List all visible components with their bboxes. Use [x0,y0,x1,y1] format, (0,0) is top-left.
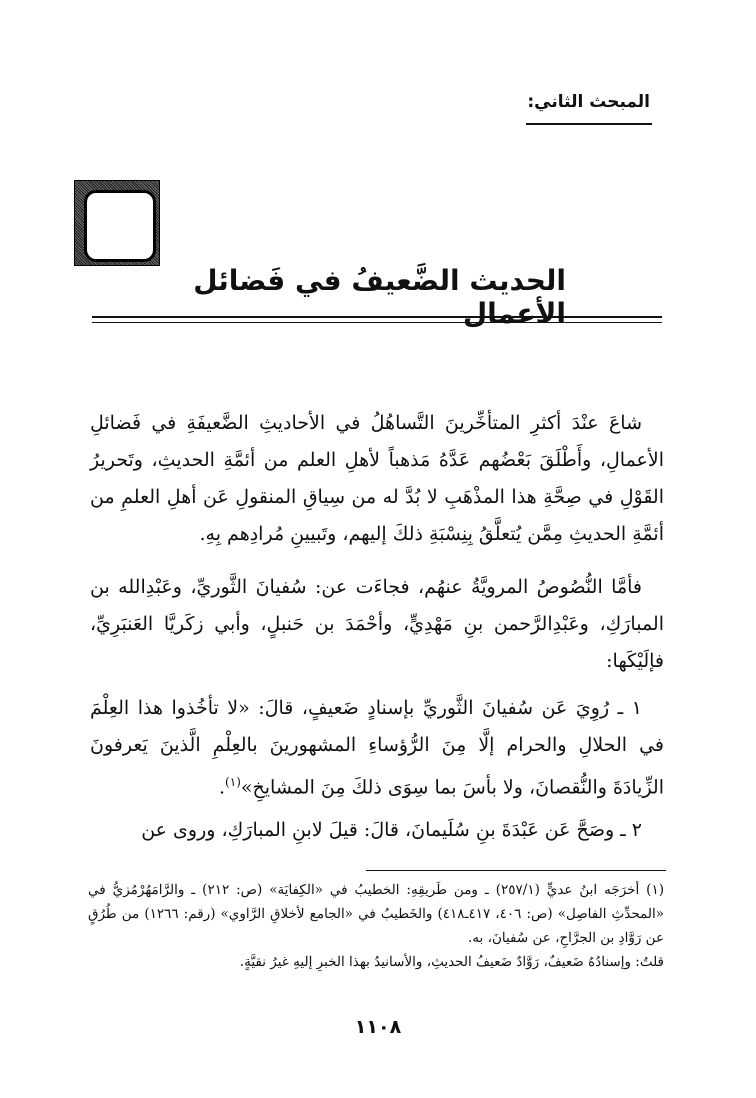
footnote-1-comment: قلتُ: وإسنادُهُ ضَعيفٌ، رَوَّادٌ ضَعيفُ الحديثِ، والأسانيدُ بهذا الخبرِ إليهِ غيرُ نقيَّةٍ. [239,954,664,970]
page-number: ١١٠٨ [354,1016,402,1038]
running-head: المبحث الثاني: [527,92,650,112]
footnotes [88,878,664,974]
paragraph-item-1-text: ١ ـ رُوِيَ عَن سُفيانَ الثَّوريِّ بإسنادٍ ضَعيفٍ، قالَ: «لا تأخُذوا هذا العِلْمَ في الحلالِ والحرام إلَّا مِنَ الرُّؤساءِ المشهورينَ بالعِلْمِ الَّذينَ يَعرفونَ الزِّيادَةَ والنُّقصانَ، ولا بأسَ بما سِوَى ذلكَ مِنَ المشايخِ» [90,697,664,799]
paragraph-intro: شاعَ عنْدَ أكثرِ المتأخِّرينَ التَّساهُلُ في الأحاديثِ الضَّعيفَةِ في فَضائلِ الأعمالِ، وأَطْلَقَ بَعْضُهم عَدَّهُ مَذهباً لأهلِ العلم من أئمَّةِ الحديثِ، وتَحريرُ القَوْلِ في صِحَّةِ هذا المذْهَبِ لا بُدَّ له من سِياقِ المنقولِ عَن أهلِ العلمِ من أئمَّةِ الحديثِ مِمَّن يُتعلَّقُ بِنِسْبَةِ ذلكَ إليهم، وتَبيينِ مُرادِهم بِهِ. [90,412,664,545]
paragraph-sources: فأمَّا النُّصُوصُ المرويَّةُ عنهُم، فجاءَت عن: سُفيانَ الثَّوريِّ، وعَبْدِالله بن المبارَكِ، وعَبْدِالرَّحمن بنِ مَهْدِيٍّ، وأحْمَدَ بن حَنبلٍ، وأبي زكَريَّا العَنبَرِيِّ، فإلَيْكَها: [90,576,664,672]
chapter-title: الحديث الضَّعيفُ في فَضائل الأعمال [193,264,566,330]
title-rule [92,316,662,318]
running-head-underline [526,123,652,125]
footnote-1: (١) أخرَجَه ابنُ عديٍّ (٢٥٧/١) ـ ومن طَريقِهِ: الخطيبُ في «الكِفايَة» (ص: ٢١٢) ـ والرَّامَهُرْمُزيُّ في «المحدِّثِ الفاصِل» (ص: ٤٠٦، ٤١٧ـ٤١٨) والخَطيبُ في «الجامع لأخلاقِ الرَّاوي» (رقم: ١٢٦٦) من طُرُقٍ عن رَوَّادِ بن الجرَّاحِ، عن سُفيانَ، به. [88,882,664,946]
footnote-marker: (١) [225,775,241,789]
paragraph-item-1: ١ ـ رُوِيَ عَن سُفيانَ الثَّوريِّ بإسنادٍ ضَعيفٍ، قالَ: «لا تأخُذوا هذا العِلْمَ في الحلالِ والحرام إلَّا مِنَ الرُّؤساءِ المشهورينَ بالعِلْمِ الَّذينَ يَعرفونَ الزِّيادَةَ والنُّقصانَ، ولا بأسَ بما سِوَى ذلكَ مِنَ المشايخِ»$^{(١)}$. [90,697,664,799]
paragraph-item-2: ٢ ـ وصَحَّ عَن عَبْدَةَ بنِ سُلَيمانَ، قالَ: قيلَ لابنِ المبارَكِ، وروى عن [141,819,642,841]
chapter-ornament-icon [74,180,160,266]
footnote-separator [366,870,666,871]
ornament-frame [84,190,156,262]
title-rule [92,322,662,323]
